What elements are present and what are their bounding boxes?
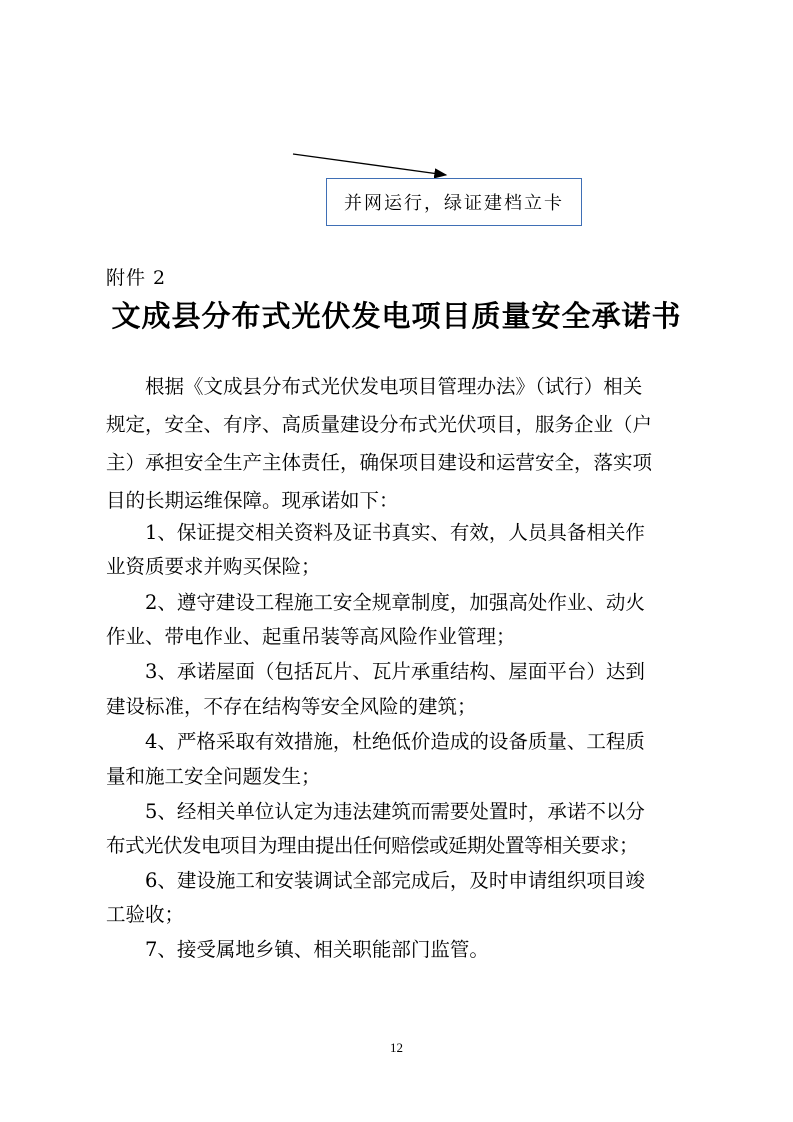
- document-title: 文成县分布式光伏发电项目质量安全承诺书: [111, 299, 682, 333]
- body-line: 工验收；: [106, 903, 185, 926]
- body-line: 7、接受属地乡镇、相关职能部门监管。: [145, 938, 489, 961]
- body-line: 作业、带电作业、起重吊装等高风险作业管理；: [106, 625, 516, 648]
- callout-text: 并网运行，绿证建档立卡: [344, 193, 564, 214]
- body-line: 根据《文成县分布式光伏发电项目管理办法》（试行）相关: [145, 375, 643, 398]
- body-line: 业资质要求并购买保险；: [106, 555, 321, 578]
- page-number: 12: [390, 1040, 403, 1055]
- body-line: 6、建设施工和安装调试全部完成后，及时申请组织项目竣: [145, 869, 645, 892]
- body-line: 3、承诺屋面（包括瓦片、瓦片承重结构、屋面平台）达到: [145, 660, 645, 683]
- body-line: 1、保证提交相关资料及证书真实、有效，人员具备相关作: [145, 521, 645, 544]
- body-line: 2、遵守建设工程施工安全规章制度，加强高处作业、动火: [145, 591, 645, 614]
- body-line: 4、严格采取有效措施，杜绝低价造成的设备质量、工程质: [145, 730, 645, 753]
- body-line: 布式光伏发电项目为理由提出任何赔偿或延期处置等相关要求；: [106, 834, 639, 857]
- attachment-label: 附件 2: [106, 267, 167, 289]
- body-line: 主）承担安全生产主体责任，确保项目建设和运营安全，落实项: [106, 451, 653, 474]
- body-line: 建设标准，不存在结构等安全风险的建筑；: [106, 695, 477, 718]
- body-line: 量和施工安全问题发生；: [106, 765, 321, 788]
- body-line: 规定，安全、有序、高质量建设分布式光伏项目，服务企业（户: [106, 413, 653, 436]
- body-line: 5、经相关单位认定为违法建筑而需要处置时，承诺不以分: [145, 800, 645, 823]
- body-line: 目的长期运维保障。现承诺如下：: [106, 489, 399, 512]
- callout-box: [326, 178, 582, 226]
